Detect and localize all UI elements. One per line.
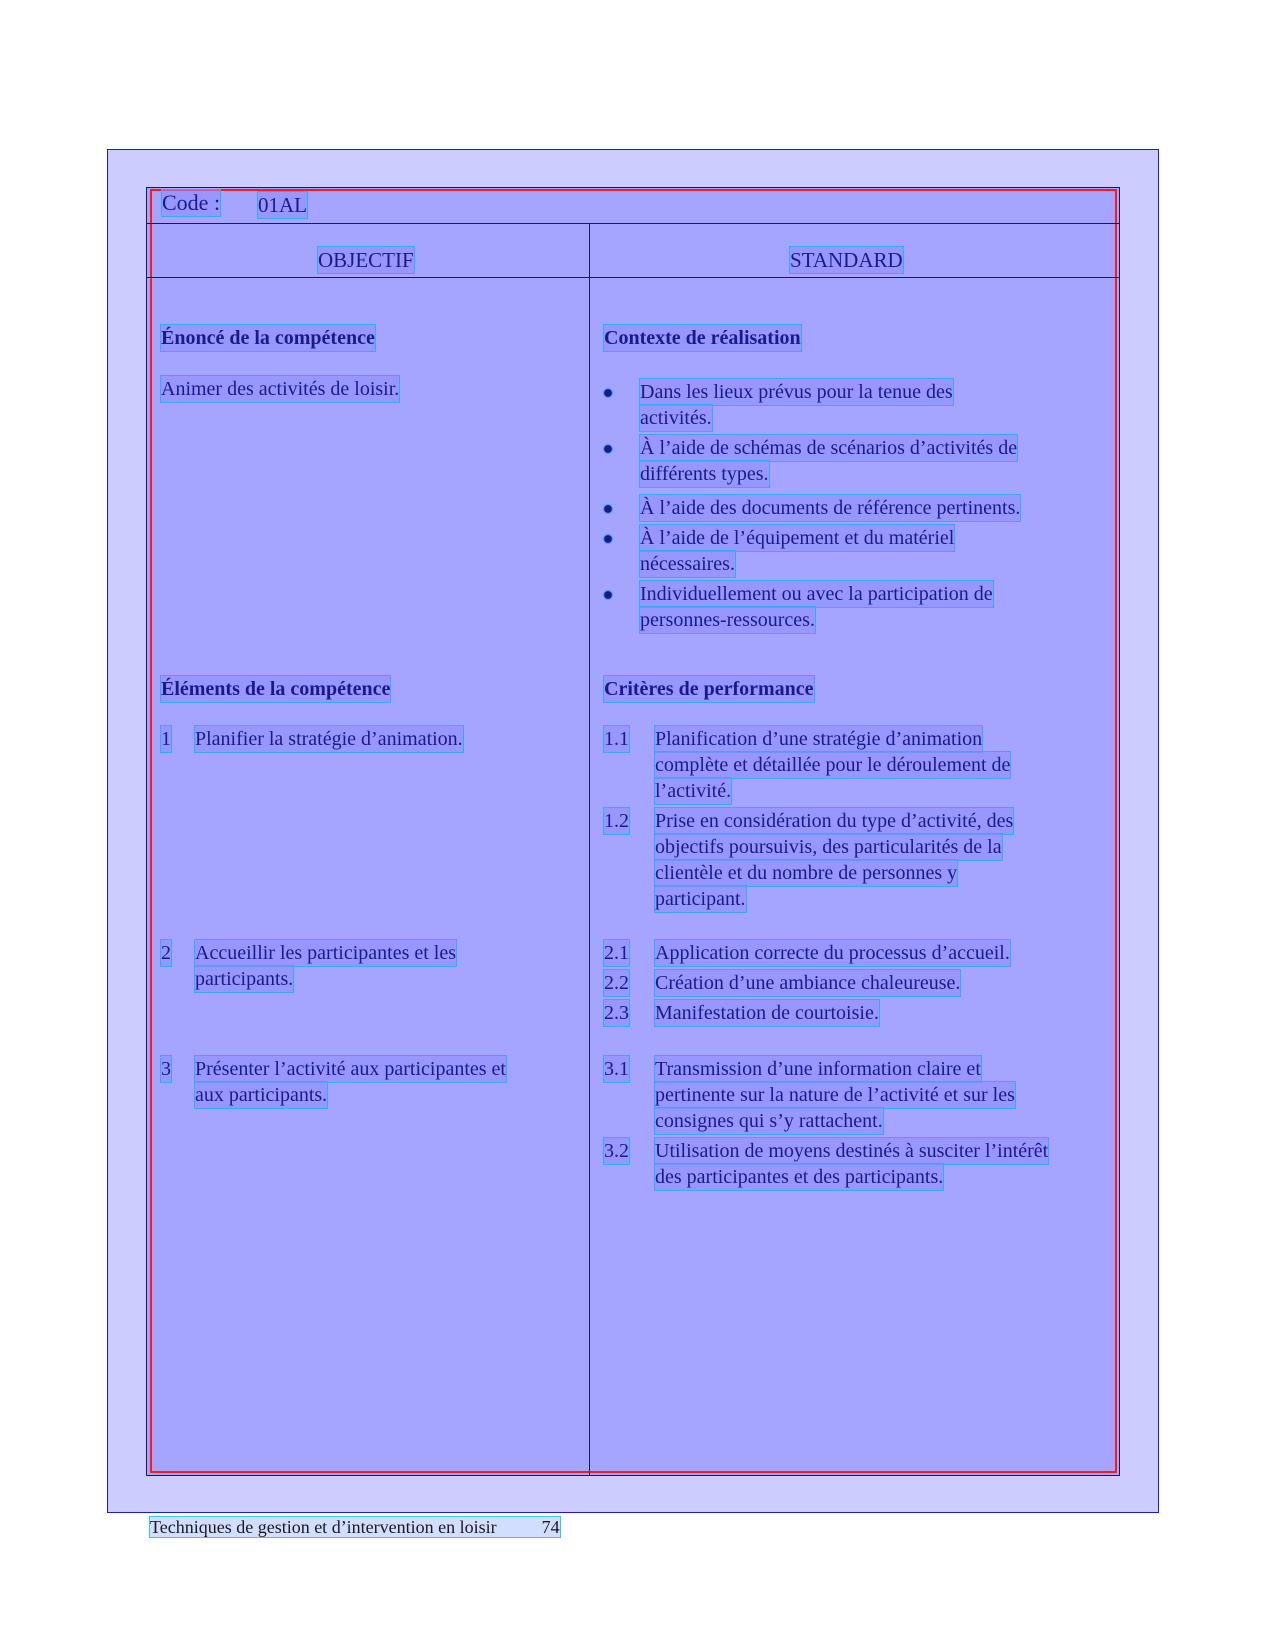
critere-number: 2.1 bbox=[604, 942, 629, 964]
page-footer bbox=[150, 1517, 560, 1537]
element-number: 2 bbox=[161, 942, 171, 964]
critere-number: 2.2 bbox=[604, 972, 629, 994]
critere-item-line: Application correcte du processus d’accueil. bbox=[655, 942, 1010, 964]
bullet-icon bbox=[604, 591, 612, 599]
element-number: 3 bbox=[161, 1058, 171, 1080]
critere-item-line: Création d’une ambiance chaleureuse. bbox=[655, 972, 961, 994]
footer-title: Techniques de gestion et d’intervention en loisir bbox=[150, 1517, 497, 1537]
critere-item-line: objectifs poursuivis, des particularités de la bbox=[655, 836, 1002, 858]
critere-number: 3.1 bbox=[604, 1058, 629, 1080]
bullet-icon bbox=[604, 505, 612, 513]
enonce-text: Animer des activités de loisir. bbox=[161, 378, 400, 400]
critere-item-line: clientèle et du nombre de personnes y bbox=[655, 862, 958, 884]
contexte-heading: Contexte de réalisation bbox=[604, 327, 801, 349]
critere-number: 3.2 bbox=[604, 1140, 629, 1162]
contexte-item-line: À l’aide de l’équipement et du matériel bbox=[640, 527, 955, 549]
contexte-item-line: différents types. bbox=[640, 463, 769, 485]
critere-item-line: des participantes et des participants. bbox=[655, 1166, 944, 1188]
critere-number: 1.2 bbox=[604, 810, 629, 832]
critere-item-line: Manifestation de courtoisie. bbox=[655, 1002, 879, 1024]
critere-item-line: consignes qui s’y rattachent. bbox=[655, 1110, 883, 1132]
contexte-item-line: activités. bbox=[640, 407, 712, 429]
critere-number: 1.1 bbox=[604, 728, 629, 750]
elements-heading: Éléments de la compétence bbox=[161, 678, 391, 700]
columns-divider bbox=[146, 277, 1120, 278]
critere-item-line: Planification d’une stratégie d’animation bbox=[655, 728, 983, 750]
critere-item-line: Transmission d’une information claire et bbox=[655, 1058, 981, 1080]
contexte-item-line: À l’aide des documents de référence pertinents. bbox=[640, 497, 1021, 519]
contexte-item-line: nécessaires. bbox=[640, 553, 735, 575]
column-separator bbox=[589, 223, 590, 1476]
element-item-line: Accueillir les participantes et les bbox=[195, 942, 457, 964]
criteres-heading: Critères de performance bbox=[604, 678, 814, 700]
contexte-item-line: personnes-ressources. bbox=[640, 609, 815, 631]
critere-item-line: l’activité. bbox=[655, 780, 732, 802]
enonce-heading: Énoncé de la compétence bbox=[161, 327, 375, 349]
code-value: 01AL bbox=[258, 193, 307, 217]
contexte-item-line: Dans les lieux prévus pour la tenue des bbox=[640, 381, 953, 403]
page-number: 74 bbox=[541, 1517, 560, 1537]
element-item-line: Planifier la stratégie d’animation. bbox=[195, 728, 463, 750]
contexte-item-line: Individuellement ou avec la participation de bbox=[640, 583, 993, 605]
header-divider bbox=[146, 223, 1120, 224]
bullet-icon bbox=[604, 389, 612, 397]
critere-item-line: Utilisation de moyens destinés à susciter l’intérêt bbox=[655, 1140, 1049, 1162]
critere-number: 2.3 bbox=[604, 1002, 629, 1024]
column-header-standard: STANDARD bbox=[790, 248, 903, 272]
bullet-icon bbox=[604, 445, 612, 453]
element-item-line: participants. bbox=[195, 968, 294, 990]
critere-item-line: pertinente sur la nature de l’activité et sur les bbox=[655, 1084, 1015, 1106]
code-label: Code : bbox=[162, 190, 221, 215]
element-number: 1 bbox=[161, 728, 171, 750]
column-header-objectif: OBJECTIF bbox=[318, 248, 414, 272]
element-item-line: Présenter l’activité aux participantes et bbox=[195, 1058, 506, 1080]
contexte-item-line: À l’aide de schémas de scénarios d’activités de bbox=[640, 437, 1018, 459]
bullet-icon bbox=[604, 535, 612, 543]
element-item-line: aux participants. bbox=[195, 1084, 328, 1106]
critere-item-line: participant. bbox=[655, 888, 746, 910]
critere-item-line: Prise en considération du type d’activité, des bbox=[655, 810, 1014, 832]
critere-item-line: complète et détaillée pour le déroulement de bbox=[655, 754, 1011, 776]
